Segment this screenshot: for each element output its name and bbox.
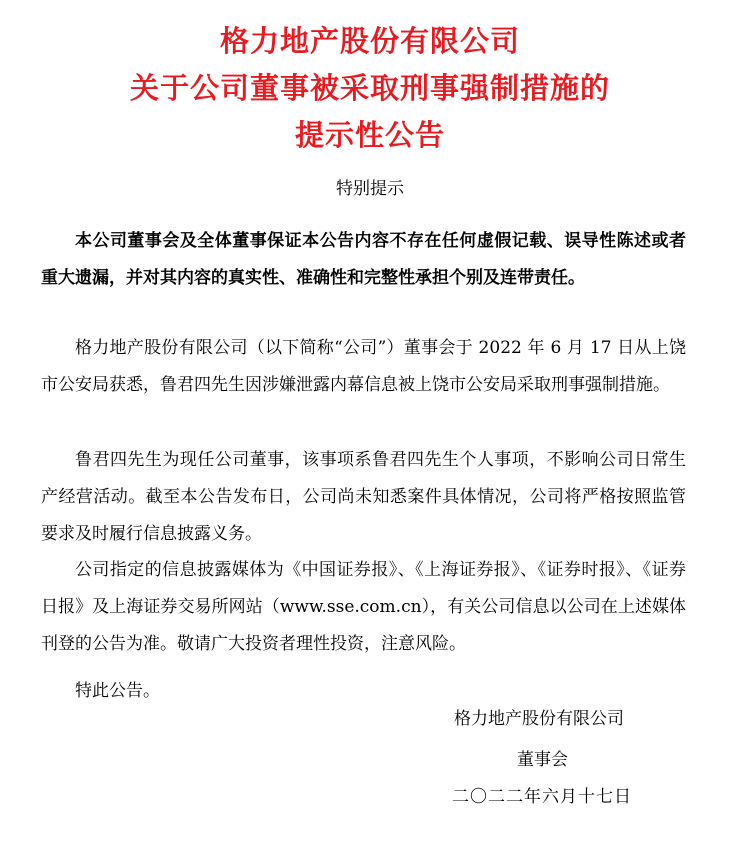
title-line-type: 提示性公告 [294,118,445,152]
special-notice-heading: 特别提示 [336,179,404,199]
signature-date: 二〇二二年六月十七日 [452,787,632,807]
announcement-title [0,18,740,159]
paragraph-media: 公司指定的信息披露媒体为《中国证券报》、《上海证券报》、《证券时报》、《证券日报》及上海证券交易所网站（www.sse.com.cn），有关公司信息以公司在上述媒体刊登的公告为准。敬请广大投资者理性投资，注意风险。 [41,560,686,654]
signature-board: 董事会 [517,750,568,770]
title-line-subject: 关于公司董事被采取刑事强制措施的 [129,71,610,105]
board-statement: 本公司董事会及全体董事保证本公告内容不存在任何虚假记载、误导性陈述或者重大遗漏，并对其内容的真实性、准确性和完整性承担个别及连带责任。 [41,231,686,288]
paragraph-closing: 特此公告。 [75,681,160,701]
signature-company: 格力地产股份有限公司 [454,709,624,729]
paragraph-impact: 鲁君四先生为现任公司董事，该事项系鲁君四先生个人事项，不影响公司日常生产经营活动。截至本公告发布日，公司尚未知悉案件具体情况，公司将严格按照监管要求及时履行信息披露义务。 [41,450,686,544]
title-line-company: 格力地产股份有限公司 [219,24,520,58]
paragraph-event: 格力地产股份有限公司（以下简称“公司”）董事会于 2022 年 6 月 17 日从上饶市公安局获悉，鲁君四先生因涉嫌泄露内幕信息被上饶市公安局采取刑事强制措施。 [41,338,686,395]
